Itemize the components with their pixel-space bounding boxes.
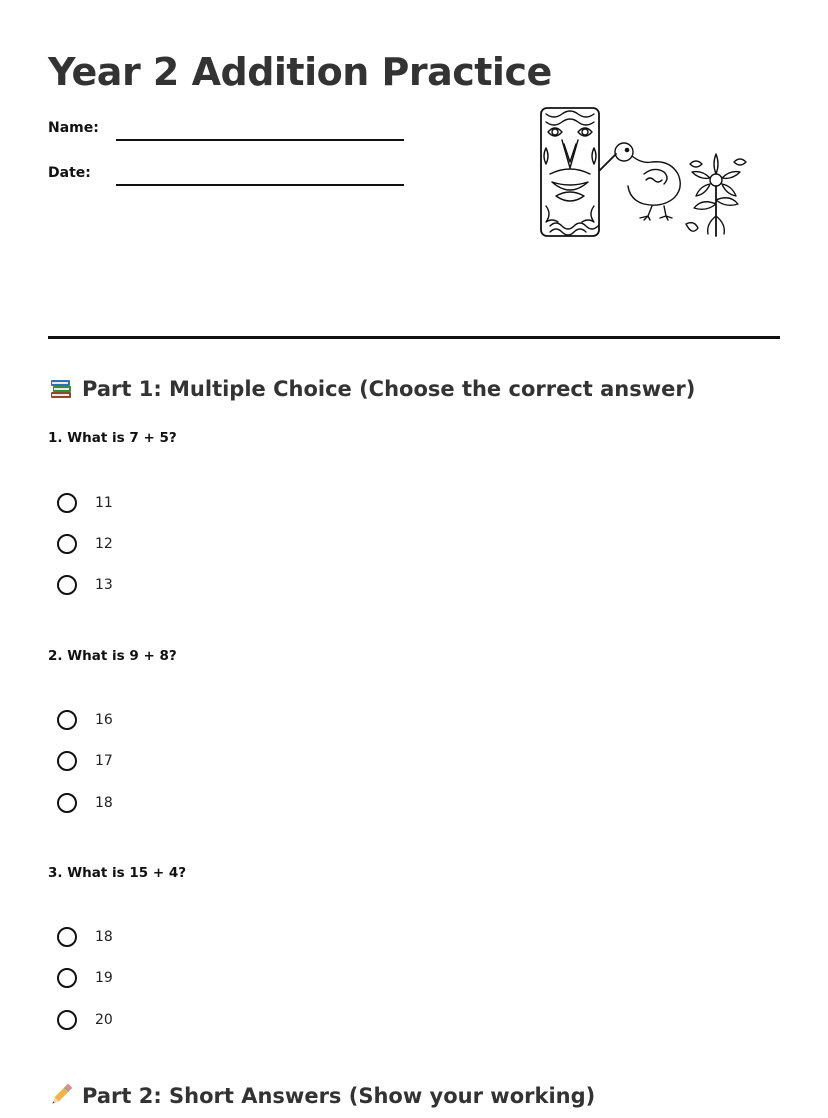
radio-button[interactable]	[57, 927, 77, 947]
option-label: 18	[95, 929, 113, 945]
radio-button[interactable]	[57, 751, 77, 771]
date-label: Date:	[48, 165, 91, 181]
part2-heading	[48, 1081, 595, 1111]
part1-heading-text: Part 1: Multiple Choice (Choose the correct answer)	[82, 377, 696, 401]
radio-button[interactable]	[57, 534, 77, 554]
name-field[interactable]	[48, 118, 408, 148]
name-line[interactable]	[116, 139, 404, 141]
page-title: Year 2 Addition Practice	[48, 50, 552, 94]
radio-button[interactable]	[57, 793, 77, 813]
q1-option-1[interactable]	[57, 492, 257, 518]
part2-heading-text: Part 2: Short Answers (Show your working)	[82, 1084, 596, 1108]
part1-heading	[48, 374, 695, 404]
pohutukawa-flower-icon	[686, 154, 746, 236]
q3-option-1[interactable]	[57, 926, 257, 952]
q2-option-2[interactable]	[57, 750, 257, 776]
radio-button[interactable]	[57, 575, 77, 595]
option-label: 17	[95, 753, 113, 769]
pencil-icon	[48, 1082, 74, 1108]
tiki-carving-icon	[541, 108, 599, 236]
option-label: 18	[95, 795, 113, 811]
header-illustration	[536, 104, 756, 244]
option-label: 19	[95, 970, 113, 986]
q3-option-3[interactable]	[57, 1009, 257, 1035]
q3-option-2[interactable]	[57, 967, 257, 993]
q2-option-3[interactable]	[57, 792, 257, 818]
books-icon	[48, 375, 74, 401]
option-label: 12	[95, 536, 113, 552]
section-divider	[48, 336, 780, 339]
q1-option-2[interactable]	[57, 533, 257, 559]
option-label: 20	[95, 1012, 113, 1028]
option-label: 16	[95, 712, 113, 728]
question-3: 3. What is 15 + 4?	[48, 865, 187, 881]
radio-button[interactable]	[57, 1010, 77, 1030]
radio-button[interactable]	[57, 710, 77, 730]
date-field[interactable]	[48, 163, 408, 193]
option-label: 13	[95, 577, 113, 593]
q1-option-3[interactable]	[57, 574, 257, 600]
radio-button[interactable]	[57, 968, 77, 988]
kiwi-bird-icon	[600, 143, 680, 220]
radio-button[interactable]	[57, 493, 77, 513]
option-label: 11	[95, 495, 113, 511]
question-1: 1. What is 7 + 5?	[48, 430, 177, 446]
question-2: 2. What is 9 + 8?	[48, 648, 177, 664]
name-label: Name:	[48, 120, 99, 136]
date-line[interactable]	[116, 184, 404, 186]
q2-option-1[interactable]	[57, 709, 257, 735]
